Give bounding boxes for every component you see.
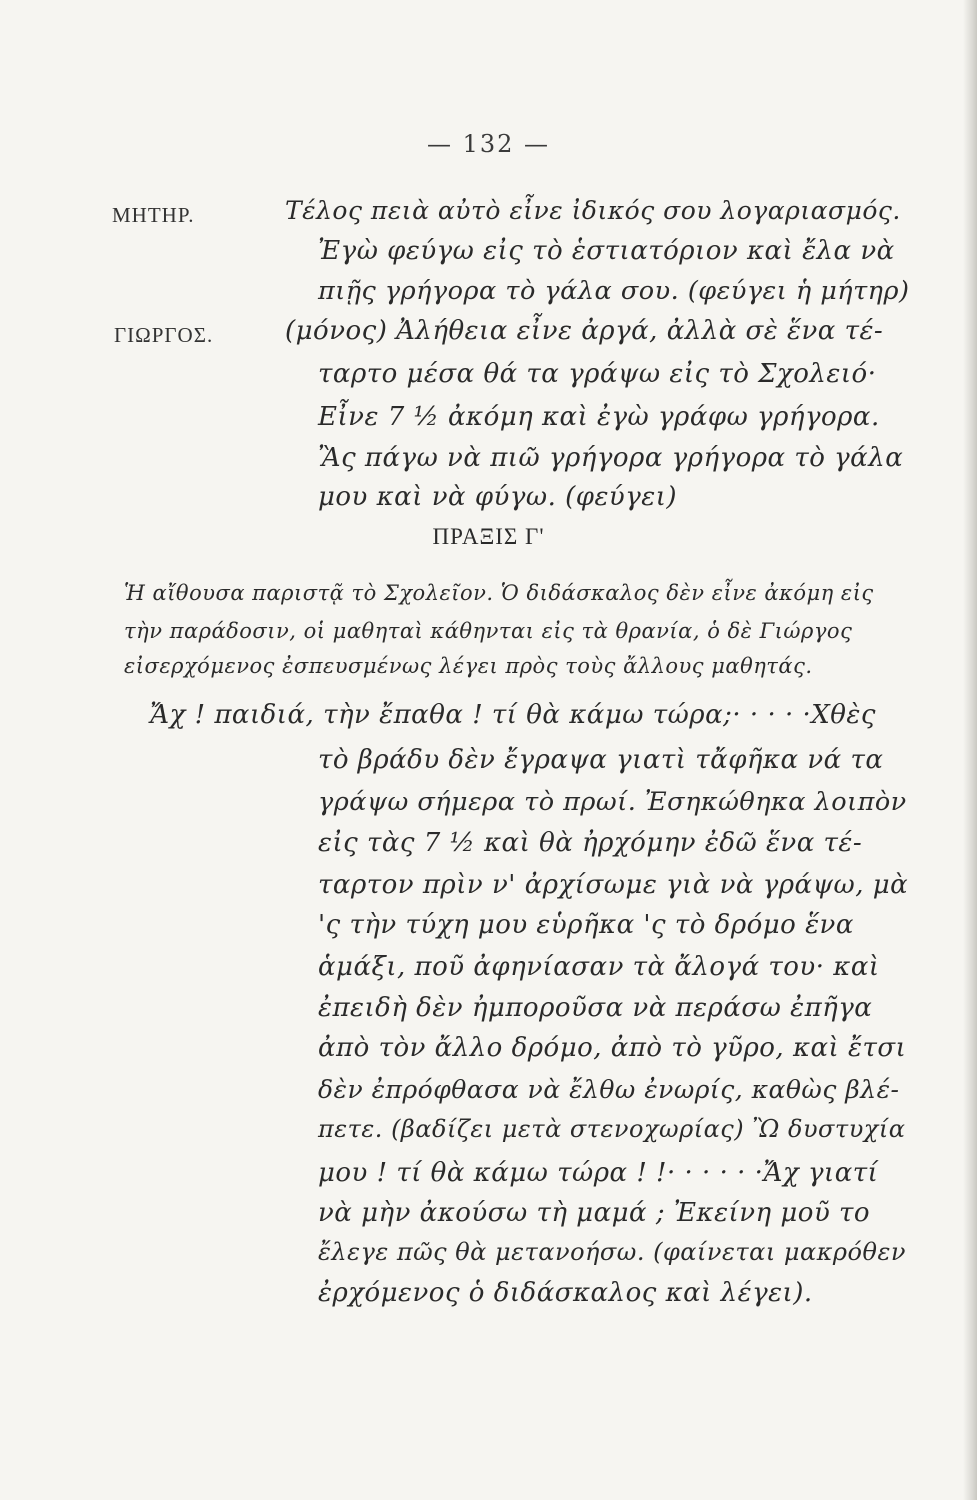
giorgos-line-2: ταρτο μέσα θά τα γράψω εἰς τὸ Σχολειό· bbox=[318, 359, 877, 389]
giorgos-line-1: (μόνος) Ἀλήθεια εἶνε ἀργά, ἀλλὰ σὲ ἕνα τέ- bbox=[285, 316, 884, 346]
monologue-line-7: ἁμάξι, ποῦ ἀφηνίασαν τὰ ἄλογά του· καὶ bbox=[318, 952, 880, 982]
monologue-line-4: εἰς τὰς 7 ½ καὶ θὰ ἠρχόμην ἐδῶ ἕνα τέ- bbox=[318, 828, 863, 858]
page-number: — 132 — bbox=[426, 130, 551, 158]
act-title: ΠΡΑΞΙΣ Γ' bbox=[432, 524, 545, 549]
monologue-line-5: ταρτον πρὶν ν' ἀρχίσωμε γιὰ νὰ γράψω, μὰ bbox=[318, 870, 909, 900]
monologue-line-8: ἐπειδὴ δὲν ἠμποροῦσα νὰ περάσω ἐπῆγα bbox=[318, 993, 873, 1023]
narration-line-3: εἰσερχόμενος ἐσπευσμένως λέγει πρὸς τοὺς ἄλλους μαθητάς. bbox=[124, 654, 813, 678]
monologue-line-1: Ἄχ ! παιδιά, τὴν ἔπαθα ! τί θὰ κάμω τώρα;· · · · ·Χθὲς bbox=[150, 700, 876, 730]
giorgos-line-5: μου καὶ νὰ φύγω. (φεύγει) bbox=[318, 482, 678, 512]
narration-line-1: Ἡ αἴθουσα παριστᾷ τὸ Σχολεῖον. Ὁ διδάσκαλος δὲν εἶνε ἀκόμη εἰς bbox=[124, 581, 874, 605]
monologue-line-15: ἐρχόμενος ὁ διδάσκαλος καὶ λέγει). bbox=[318, 1278, 813, 1308]
monologue-line-2: τὸ βράδυ δὲν ἔγραψα γιατὶ τἄφῆκα νά τα bbox=[318, 745, 884, 775]
speaker-giorgos: ΓΙΩΡΓΟΣ. bbox=[114, 323, 214, 347]
giorgos-line-3: Εἶνε 7 ½ ἀκόμη καὶ ἐγὼ γράφω γρήγορα. bbox=[318, 402, 880, 432]
narration-line-2: τὴν παράδοσιν, οἱ μαθηταὶ κάθηνται εἰς τὰ θρανία, ὁ δὲ Γιώργος bbox=[124, 619, 853, 643]
monologue-line-10: δὲν ἐπρόφθασα νὰ ἔλθω ἐνωρίς, καθὼς βλέ- bbox=[318, 1075, 900, 1104]
monologue-line-14: ἔλεγε πῶς θὰ μετανοήσω. (φαίνεται μακρόθεν bbox=[318, 1238, 906, 1266]
mother-line-1: Τέλος πειὰ αὐτὸ εἶνε ἰδικός σου λογαριασμός. bbox=[285, 196, 901, 225]
monologue-line-3: γράψω σήμερα τὸ πρωί. Ἐσηκώθηκα λοιπὸν bbox=[318, 787, 907, 817]
monologue-line-13: νὰ μὴν ἀκούσω τὴ μαμά ; Ἐκείνη μοῦ το bbox=[318, 1198, 871, 1228]
monologue-line-11: πετε. (βαδίζει μετὰ στενοχωρίας) Ὢ δυστυχία bbox=[318, 1115, 906, 1143]
speaker-mother: ΜΗΤΗΡ. bbox=[112, 203, 195, 227]
mother-line-2: Ἐγὼ φεύγω εἰς τὸ ἑστιατόριον καὶ ἔλα νὰ bbox=[318, 236, 895, 266]
monologue-line-12: μου ! τί θὰ κάμω τώρα ! !· · · · · ·Ἄχ γιατί bbox=[318, 1158, 879, 1188]
monologue-line-9: ἀπὸ τὸν ἄλλο δρόμο, ἀπὸ τὸ γῦρο, καὶ ἔτσι bbox=[318, 1033, 907, 1063]
page-edge-shadow bbox=[963, 0, 977, 1500]
giorgos-line-4: Ἂς πάγω νὰ πιῶ γρήγορα γρήγορα τὸ γάλα bbox=[318, 443, 904, 473]
mother-line-3: πιῇς γρήγορα τὸ γάλα σου. (φεύγει ἡ μήτηρ) bbox=[318, 276, 910, 306]
monologue-line-6: 'ς τὴν τύχη μου εὑρῆκα 'ς τὸ δρόμο ἕνα bbox=[318, 910, 854, 940]
